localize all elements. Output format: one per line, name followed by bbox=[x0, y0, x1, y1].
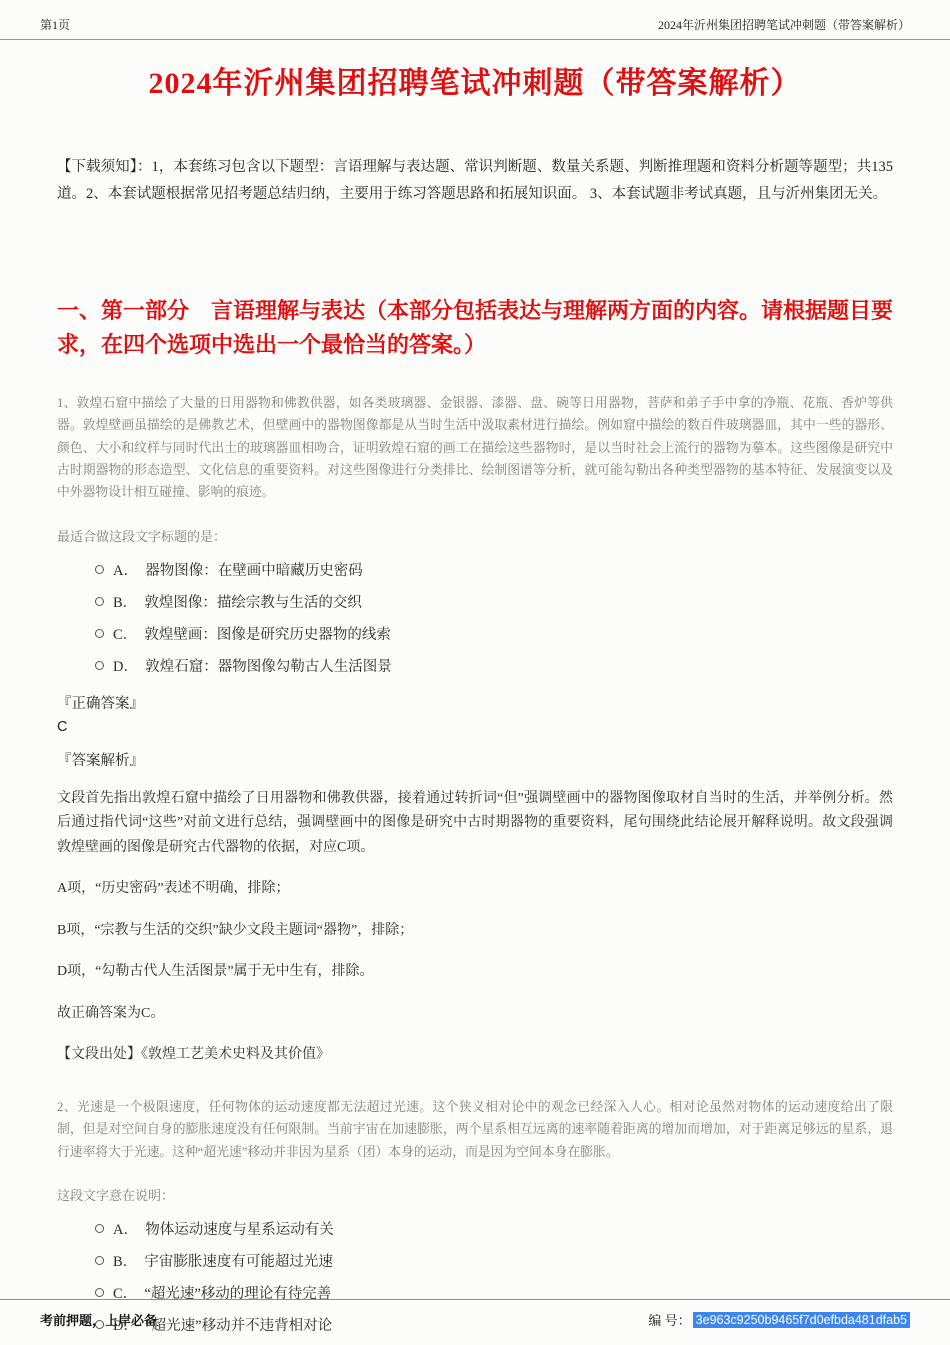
page-footer bbox=[0, 1299, 950, 1345]
radio-icon[interactable] bbox=[95, 1224, 104, 1233]
option-text: D． 敦煌石窟：器物图像勾勒古人生活图景 bbox=[113, 658, 392, 675]
radio-icon[interactable] bbox=[95, 661, 104, 670]
analysis-paragraph: 文段首先指出敦煌石窟中描绘了日用器物和佛教供器，接着通过转折词“但”强调壁画中的器物图像取材自当时的生活，并举例分析。然后通过指代词“这些”对前文进行总结，强调壁画中的图像是研究中古时期器物的重要资料，尾句围绕此结论展开解释说明。故文段强调敦煌壁画的图像是研究古代器物的依据，对应C项。 bbox=[57, 790, 893, 855]
correct-answer-value: C bbox=[57, 718, 68, 735]
option-row[interactable] bbox=[95, 655, 893, 676]
option-row[interactable] bbox=[95, 591, 893, 612]
analysis-paragraph: A项，“历史密码”表述不明确，排除； bbox=[57, 881, 290, 897]
page-number: 第1页 bbox=[40, 18, 71, 32]
code-value: 3e963c9250b9465f7d0efbda481dfab5 bbox=[693, 1312, 910, 1328]
analysis-source: 【文段出处】《敦煌工艺美术史料及其价值》 bbox=[57, 1047, 330, 1063]
option-text: A． 物体运动速度与星系运动有关 bbox=[113, 1221, 334, 1238]
analysis-paragraph: B项，“宗教与生活的交织”缺少文段主题词“器物”，排除； bbox=[57, 922, 414, 938]
radio-icon[interactable] bbox=[95, 565, 104, 574]
question-1-stem: 1、敦煌石窟中描绘了大量的日用器物和佛教供器，如各类玻璃器、金银器、漆器、盘、碗等日用器物，菩萨和弟子手中拿的净瓶、花瓶、香炉等供器。敦煌壁画虽描绘的是佛教艺术，但壁画中的器物图像都是从当时生活中汲取素材进行描绘。例如窟中描绘的数百件玻璃器皿，其中一些的器形、颜色、大小和纹样与同时代出土的玻璃器皿相吻合，证明敦煌石窟的画工在描绘这些器物时，是以当时社会上流行的器物为摹本。这些图像是研究中古时期器物的形态造型、文化信息的重要资料。对这些图像进行分类排比、绘制图谱等分析，就可能勾勒出各种类型器物的基本特征、发展演变以及中外器物设计相互碰撞、影响的痕迹。 bbox=[57, 395, 893, 500]
option-text: B． 宇宙膨胀速度有可能超过光速 bbox=[113, 1253, 333, 1270]
option-row[interactable] bbox=[95, 623, 893, 644]
question-1-options bbox=[95, 559, 893, 676]
option-row[interactable] bbox=[95, 1250, 893, 1271]
code-label: 编 号： bbox=[648, 1313, 691, 1328]
page-header bbox=[0, 0, 950, 40]
option-text: D． “超光速”移动并不违背相对论 bbox=[113, 1317, 333, 1334]
radio-icon[interactable] bbox=[95, 629, 104, 638]
question-2-stem: 2、光速是一个极限速度，任何物体的运动速度都无法超过光速。这个狭义相对论中的观念已经深入人心。相对论虽然对物体的运动速度给出了限制，但是对空间自身的膨胀速度没有任何限制。当前宇宙在加速膨胀，两个星系相互远离的速率随着距离的增加而增加，对于距离足够远的星系，退行速率将大于光速。这种“超光速”移动并非因为星系（团）本身的运动，而是因为空间本身在膨胀。 bbox=[57, 1099, 893, 1159]
footer-code bbox=[648, 1310, 910, 1329]
radio-icon[interactable] bbox=[95, 1288, 104, 1297]
option-text: A． 器物图像：在壁画中暗藏历史密码 bbox=[113, 562, 363, 579]
option-text: B． 敦煌图像：描绘宗教与生活的交织 bbox=[113, 594, 362, 611]
option-text: C． “超光速”移动的理论有待完善 bbox=[113, 1285, 332, 1302]
question-1-prompt: 最适合做这段文字标题的是： bbox=[57, 528, 227, 544]
question-2-prompt: 这段文字意在说明： bbox=[57, 1187, 175, 1203]
footer-slogan: 考前押题，上岸必备 bbox=[40, 1313, 158, 1328]
option-row[interactable] bbox=[95, 559, 893, 580]
download-notice: 【下载须知】：1，本套练习包含以下题型：言语理解与表达题、常识判断题、数量关系题、判断推理题和资料分析题等题型；共135道。2、本套试题根据常见招考题总结归纳，主要用于练习答题思路和拓展知识面。 3、本套试题非考试真题，且与沂州集团无关。 bbox=[57, 159, 893, 202]
document-title: 2024年沂州集团招聘笔试冲刺题（带答案解析） bbox=[148, 67, 802, 100]
analysis-conclusion: 故正确答案为C。 bbox=[57, 1005, 165, 1021]
analysis-paragraph: D项，“勾勒古代人生活图景”属于无中生有，排除。 bbox=[57, 964, 374, 980]
option-text: C． 敦煌壁画：图像是研究历史器物的线索 bbox=[113, 626, 391, 643]
analysis-label: 『答案解析』 bbox=[57, 752, 144, 769]
radio-icon[interactable] bbox=[95, 1256, 104, 1265]
correct-answer-label: 『正确答案』 bbox=[57, 695, 144, 712]
option-row[interactable] bbox=[95, 1218, 893, 1239]
header-doc-title: 2024年沂州集团招聘笔试冲刺题（带答案解析） bbox=[657, 18, 910, 32]
radio-icon[interactable] bbox=[95, 597, 104, 606]
page-content bbox=[0, 58, 950, 1345]
section-heading: 一、第一部分 言语理解与表达（本部分包括表达与理解两方面的内容。请根据题目要求，在四个选项中选出一个最恰当的答案。） bbox=[57, 297, 894, 357]
